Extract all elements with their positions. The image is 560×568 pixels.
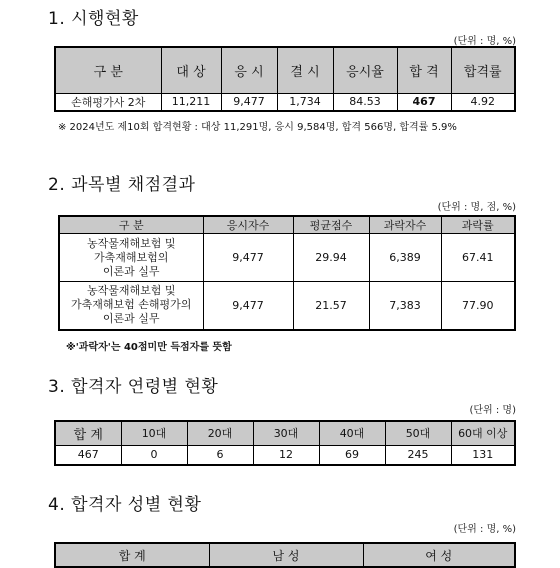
subject-line: 가축재해보험 손해평가의 bbox=[71, 298, 192, 312]
cell-failed-count: 7,383 bbox=[369, 282, 441, 330]
subject-line: 농작물재해보험 및 bbox=[86, 236, 176, 250]
header-fail-rate: 과락률 bbox=[441, 216, 515, 234]
table-row bbox=[55, 445, 515, 465]
section-2-title: 2. 과목별 채점결과 bbox=[48, 175, 196, 195]
cell-age-20s: 6 bbox=[187, 445, 253, 465]
section-3-unit: (단위 : 명) bbox=[469, 405, 516, 416]
header-applicants: 응시자수 bbox=[203, 216, 293, 234]
cell-passed: 467 bbox=[397, 93, 451, 111]
cell-average-score: 29.94 bbox=[293, 234, 369, 282]
header-attendance-rate: 응시율 bbox=[333, 47, 397, 93]
header-age-20s: 20대 bbox=[187, 421, 253, 445]
cell-average-score: 21.57 bbox=[293, 282, 369, 330]
header-average-score: 평균점수 bbox=[293, 216, 369, 234]
cell-applied: 9,477 bbox=[221, 93, 277, 111]
header-category: 구 분 bbox=[55, 47, 161, 93]
header-age-30s: 30대 bbox=[253, 421, 319, 445]
gender-distribution-table bbox=[54, 542, 516, 568]
header-age-60-plus: 60대 이상 bbox=[451, 421, 515, 445]
cell-age-40s: 69 bbox=[319, 445, 385, 465]
header-pass-rate: 합격률 bbox=[451, 47, 515, 93]
age-distribution-table bbox=[54, 420, 516, 466]
cell-age-60-plus: 131 bbox=[451, 445, 515, 465]
table-row bbox=[59, 234, 515, 282]
subject-line: 이론과 실무 bbox=[102, 312, 160, 326]
subject-line: 농작물재해보험 및 bbox=[86, 284, 176, 298]
header-total: 합 계 bbox=[55, 543, 209, 567]
subject-line: 가축재해보험의 bbox=[94, 250, 169, 264]
cell-attendance-rate: 84.53 bbox=[333, 93, 397, 111]
cell-applicants: 9,477 bbox=[203, 282, 293, 330]
subject-name bbox=[59, 234, 203, 282]
section-2-unit: (단위 : 명, 점, %) bbox=[437, 202, 516, 213]
header-age-50s: 50대 bbox=[385, 421, 451, 445]
header-total: 합 계 bbox=[55, 421, 121, 445]
header-passed: 합 격 bbox=[397, 47, 451, 93]
cell-fail-rate: 77.90 bbox=[441, 282, 515, 330]
header-age-40s: 40대 bbox=[319, 421, 385, 445]
cell-absent: 1,734 bbox=[277, 93, 333, 111]
section-3-title: 3. 합격자 연령별 현황 bbox=[48, 377, 219, 397]
exam-status-table bbox=[54, 46, 516, 112]
header-applied: 응 시 bbox=[221, 47, 277, 93]
cell-age-50s: 245 bbox=[385, 445, 451, 465]
header-failed-count: 과락자수 bbox=[369, 216, 441, 234]
header-female: 여 성 bbox=[363, 543, 515, 567]
header-absent: 결 시 bbox=[277, 47, 333, 93]
cell-exam-name: 손해평가사 2차 bbox=[55, 93, 161, 111]
subject-line: 이론과 실무 bbox=[102, 264, 160, 278]
header-male: 남 성 bbox=[209, 543, 363, 567]
cell-pass-rate: 4.92 bbox=[451, 93, 515, 111]
cell-applicants: 9,477 bbox=[203, 234, 293, 282]
section-1-unit: (단위 : 명, %) bbox=[453, 36, 516, 47]
cell-fail-rate: 67.41 bbox=[441, 234, 515, 282]
section-2-note: ※'과락자'는 40점미만 득점자를 뜻함 bbox=[66, 342, 232, 353]
cell-target: 11,211 bbox=[161, 93, 221, 111]
header-category: 구 분 bbox=[59, 216, 203, 234]
header-age-10s: 10대 bbox=[121, 421, 187, 445]
section-1-title: 1. 시행현황 bbox=[48, 9, 139, 29]
header-target: 대 상 bbox=[161, 47, 221, 93]
subject-score-table bbox=[58, 215, 516, 331]
cell-failed-count: 6,389 bbox=[369, 234, 441, 282]
cell-age-10s: 0 bbox=[121, 445, 187, 465]
section-4-unit: (단위 : 명, %) bbox=[453, 524, 516, 535]
table-row bbox=[59, 282, 515, 330]
section-1-note: ※ 2024년도 제10회 합격현황 : 대상 11,291명, 응시 9,584명, 합격 566명, 합격률 5.9% bbox=[58, 122, 457, 133]
section-4-title: 4. 합격자 성별 현황 bbox=[48, 495, 202, 515]
cell-age-30s: 12 bbox=[253, 445, 319, 465]
cell-total: 467 bbox=[55, 445, 121, 465]
subject-name bbox=[59, 282, 203, 330]
